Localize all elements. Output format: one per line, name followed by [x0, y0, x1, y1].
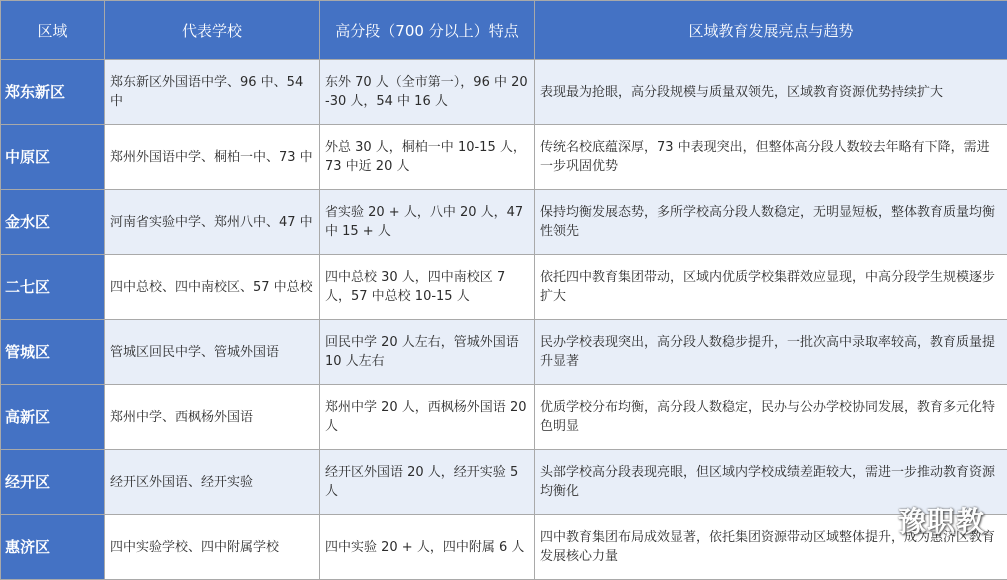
header-schools: 代表学校 — [105, 1, 320, 60]
schools-cell: 四中总校、四中南校区、57 中总校 — [105, 255, 320, 320]
trend-cell: 表现最为抢眼，高分段规模与质量双领先，区域教育资源优势持续扩大 — [535, 60, 1007, 125]
region-cell: 郑东新区 — [1, 60, 105, 125]
high-score-cell: 回民中学 20 人左右，管城外国语 10 人左右 — [320, 320, 535, 385]
schools-cell: 管城区回民中学、管城外国语 — [105, 320, 320, 385]
region-cell: 管城区 — [1, 320, 105, 385]
watermark-logo: 豫职教 — [898, 500, 985, 540]
table-row — [1, 190, 1007, 255]
table-row — [1, 125, 1007, 190]
region-cell: 中原区 — [1, 125, 105, 190]
header-region: 区域 — [1, 1, 105, 60]
schools-cell: 郑州外国语中学、桐柏一中、73 中 — [105, 125, 320, 190]
high-score-cell: 东外 70 人（全市第一），96 中 20-30 人，54 中 16 人 — [320, 60, 535, 125]
high-score-cell: 外总 30 人，桐柏一中 10-15 人，73 中近 20 人 — [320, 125, 535, 190]
schools-cell: 郑东新区外国语中学、96 中、54 中 — [105, 60, 320, 125]
trend-cell: 四中教育集团布局成效显著，依托集团资源带动区域整体提升，成为惠济区教育发展核心力量 — [535, 515, 1007, 580]
table-row — [1, 515, 1007, 580]
trend-cell: 头部学校高分段表现亮眼，但区域内学校成绩差距较大，需进一步推动教育资源均衡化 — [535, 450, 1007, 515]
high-score-cell: 四中总校 30 人，四中南校区 7 人，57 中总校 10-15 人 — [320, 255, 535, 320]
header-trend: 区域教育发展亮点与趋势 — [535, 1, 1007, 60]
region-cell: 金水区 — [1, 190, 105, 255]
high-score-cell: 省实验 20 + 人，八中 20 人，47 中 15 + 人 — [320, 190, 535, 255]
schools-cell: 河南省实验中学、郑州八中、47 中 — [105, 190, 320, 255]
header-high-score: 高分段（700 分以上）特点 — [320, 1, 535, 60]
high-score-cell: 四中实验 20 + 人，四中附属 6 人 — [320, 515, 535, 580]
table-row — [1, 320, 1007, 385]
table-header-row — [1, 1, 1007, 60]
schools-cell: 郑州中学、西枫杨外国语 — [105, 385, 320, 450]
trend-cell: 民办学校表现突出，高分段人数稳步提升，一批次高中录取率较高，教育质量提升显著 — [535, 320, 1007, 385]
region-cell: 惠济区 — [1, 515, 105, 580]
region-cell: 二七区 — [1, 255, 105, 320]
trend-cell: 传统名校底蕴深厚，73 中表现突出，但整体高分段人数较去年略有下降，需进一步巩固优势 — [535, 125, 1007, 190]
table-row — [1, 450, 1007, 515]
high-score-cell: 郑州中学 20 人，西枫杨外国语 20 人 — [320, 385, 535, 450]
trend-cell: 保持均衡发展态势，多所学校高分段人数稳定，无明显短板，整体教育质量均衡性领先 — [535, 190, 1007, 255]
table-row — [1, 255, 1007, 320]
schools-cell: 经开区外国语、经开实验 — [105, 450, 320, 515]
table-row — [1, 385, 1007, 450]
table-row — [1, 60, 1007, 125]
region-cell: 高新区 — [1, 385, 105, 450]
high-score-cell: 经开区外国语 20 人，经开实验 5 人 — [320, 450, 535, 515]
trend-cell: 优质学校分布均衡，高分段人数稳定，民办与公办学校协同发展，教育多元化特色明显 — [535, 385, 1007, 450]
schools-cell: 四中实验学校、四中附属学校 — [105, 515, 320, 580]
trend-cell: 依托四中教育集团带动，区域内优质学校集群效应显现，中高分段学生规模逐步扩大 — [535, 255, 1007, 320]
region-cell: 经开区 — [1, 450, 105, 515]
